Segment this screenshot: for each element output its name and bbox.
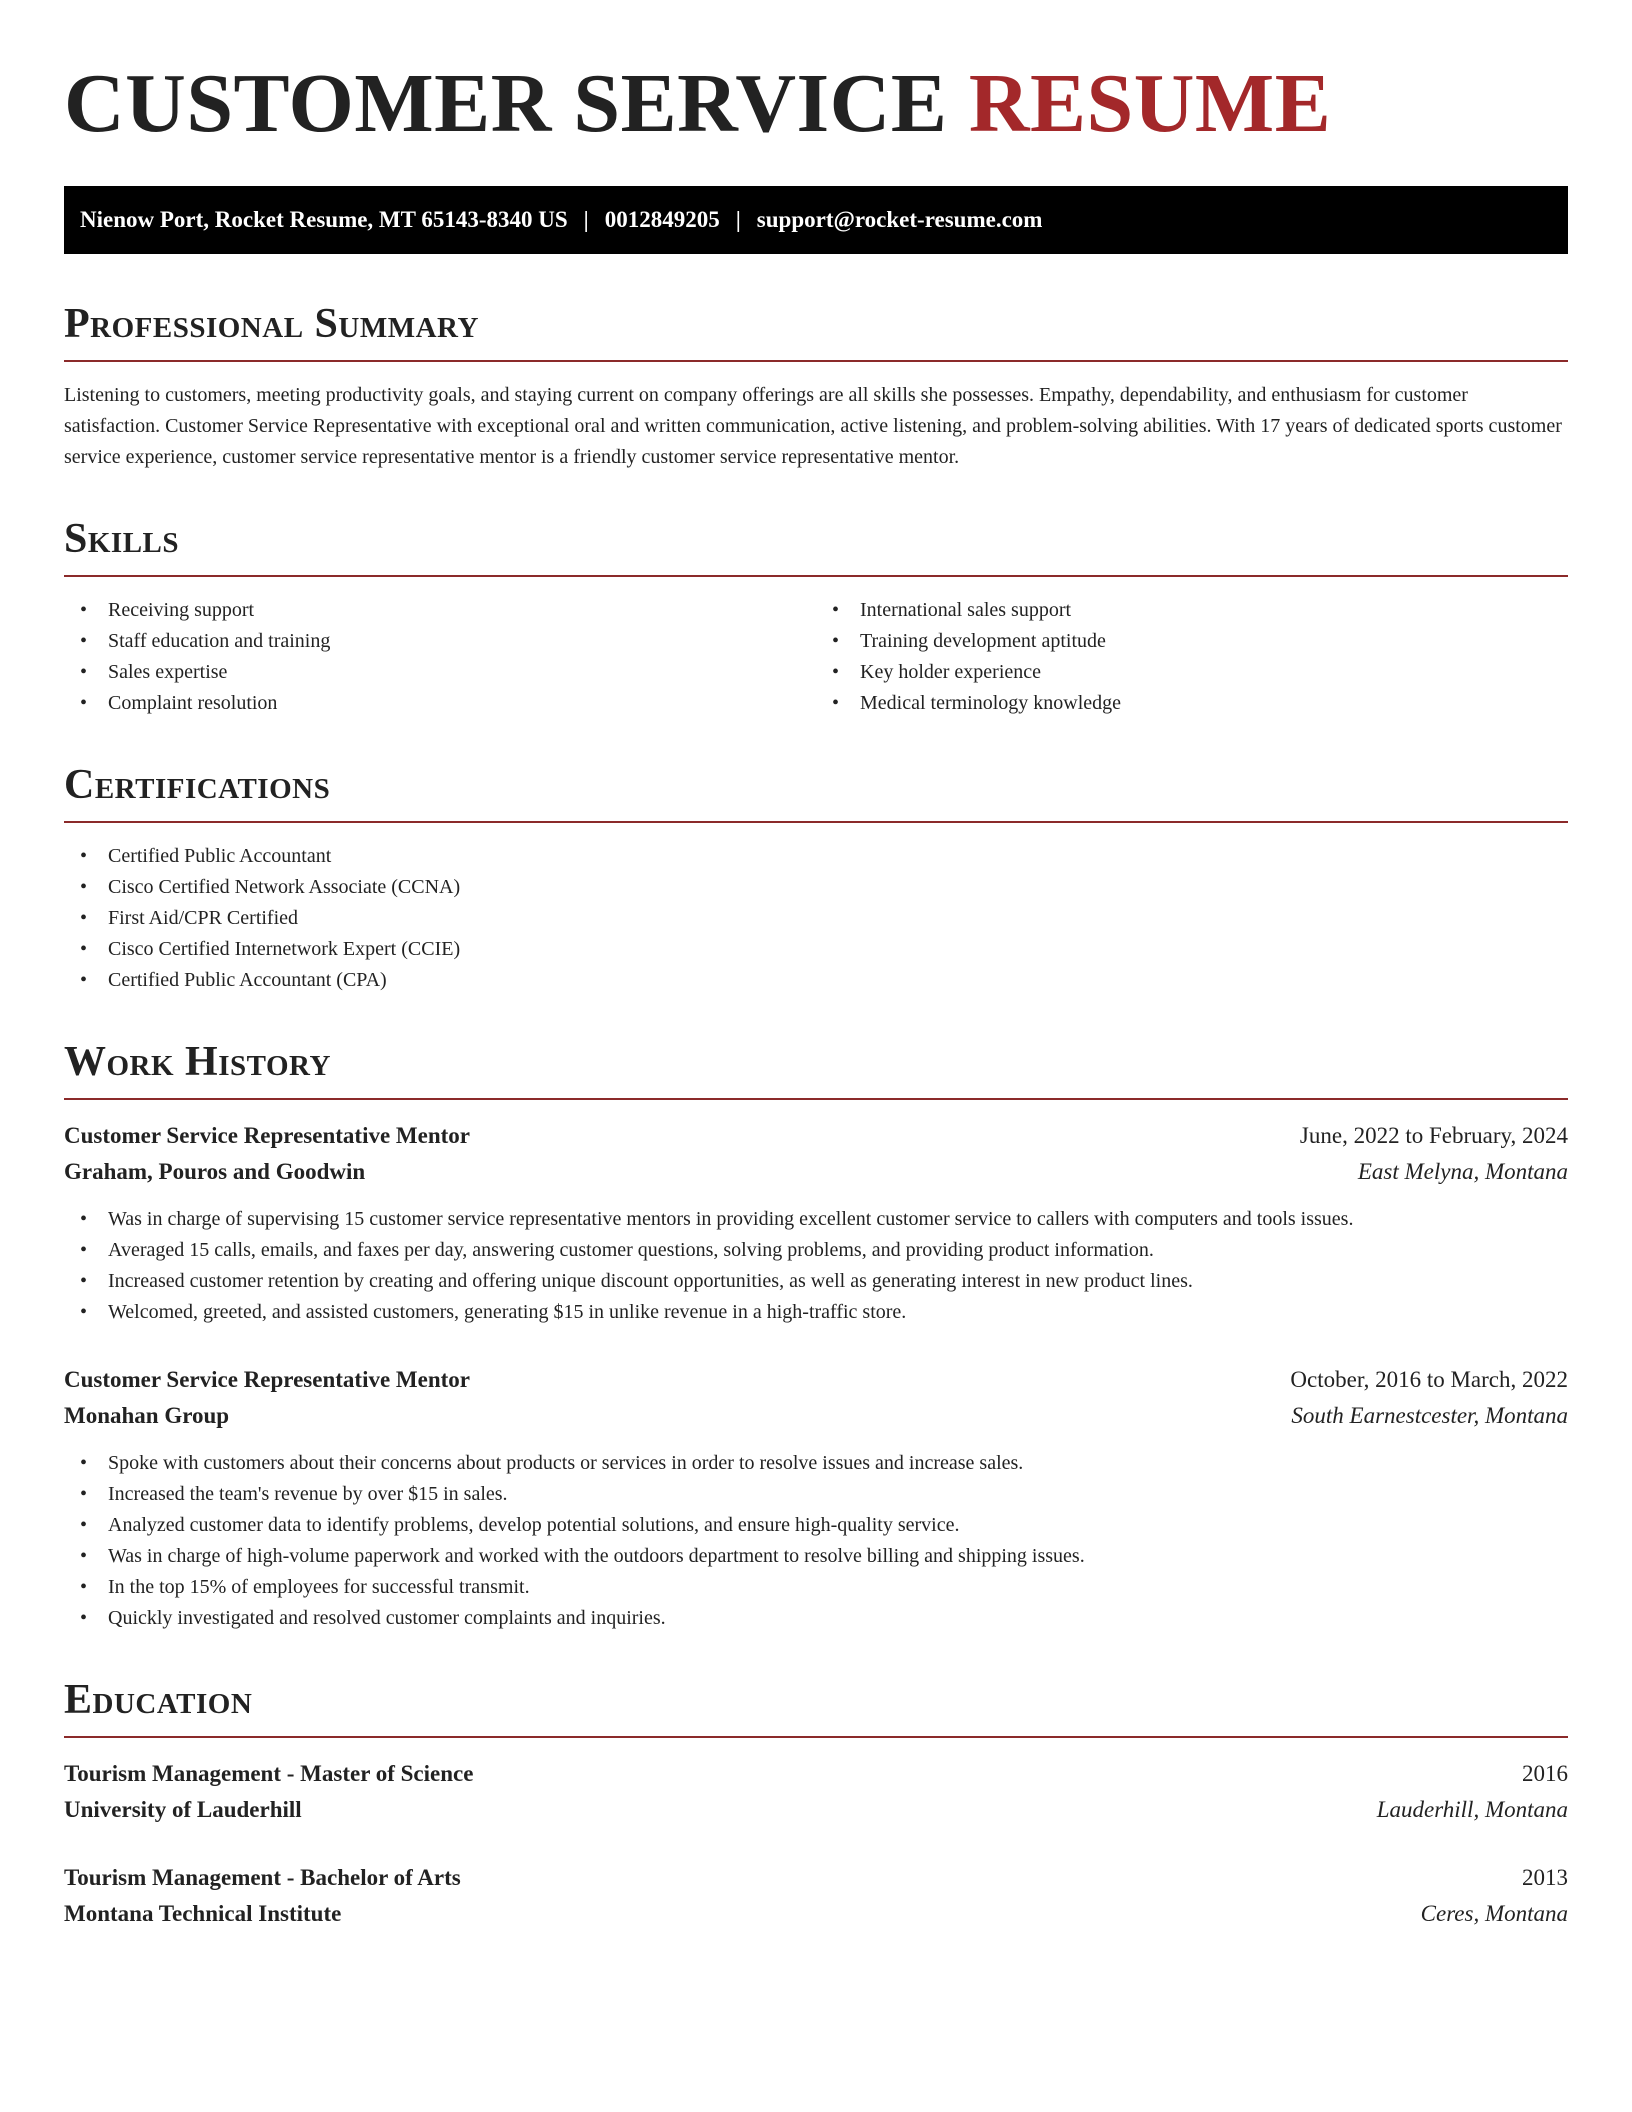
education-year: 2013	[1522, 1865, 1568, 1890]
job-duty-item: • Welcomed, greeted, and assisted customers, generating $15 in unlike revenue in a high-traffic store.	[64, 1297, 1568, 1328]
job-duty-item: • Increased customer retention by creating and offering unique discount opportunities, as well as generating interest in new product lines.	[64, 1266, 1568, 1297]
section-divider	[64, 360, 1568, 362]
job-title: Customer Service Representative Mentor	[64, 1367, 470, 1392]
job-duties-list	[64, 1204, 1568, 1328]
job-dates: October, 2016 to March, 2022	[1290, 1367, 1568, 1392]
job-duties-list	[64, 1448, 1568, 1634]
education-degree: Tourism Management - Master of Science	[64, 1761, 474, 1786]
skills-section	[64, 515, 1568, 719]
certification-item: • Certified Public Accountant (CPA)	[64, 965, 1568, 996]
job-duty-item: • Increased the team's revenue by over $15 in sales.	[64, 1479, 1568, 1510]
summary-section	[64, 300, 1568, 473]
education-entry	[64, 1756, 1568, 1828]
contact-separator: |	[583, 207, 589, 232]
section-divider	[64, 1098, 1568, 1100]
section-divider	[64, 575, 1568, 577]
summary-text: Listening to customers, meeting productivity goals, and staying current on company offerings are all skills she possesses. Empathy, dependability, and enthusiasm for customer satisfaction. Customer Service Representative with exceptional oral and written communication, active listening, and problem-solving abilities. With 17 years of dedicated sports customer service experience, customer service representative mentor is a friendly customer service representative mentor.	[64, 384, 1562, 468]
job-title: Customer Service Representative Mentor	[64, 1123, 470, 1148]
job-duty-item: • Analyzed customer data to identify problems, develop potential solutions, and ensure high-quality service.	[64, 1510, 1568, 1541]
skill-item: • Receiving support	[64, 595, 816, 626]
title-accent: RESUME	[968, 57, 1332, 150]
skill-item: • Sales expertise	[64, 657, 816, 688]
section-divider	[64, 1736, 1568, 1738]
skill-item: • International sales support	[816, 595, 1568, 626]
skills-heading: Skills	[64, 516, 180, 562]
job-duty-item: • Quickly investigated and resolved customer complaints and inquiries.	[64, 1603, 1568, 1634]
education-year: 2016	[1522, 1761, 1568, 1786]
work-history-section	[64, 1038, 1568, 1634]
contact-email[interactable]: support@rocket-resume.com	[756, 207, 1043, 232]
skill-item: • Training development aptitude	[816, 626, 1568, 657]
certifications-section	[64, 761, 1568, 996]
education-school-row	[64, 1792, 1568, 1828]
job-entry	[64, 1118, 1568, 1328]
education-degree-row	[64, 1860, 1568, 1896]
contact-separator: |	[735, 207, 741, 232]
job-company-row	[64, 1398, 1568, 1434]
job-duty-item: • Was in charge of supervising 15 customer service representative mentors in providing excellent customer service to callers with computers and tools issues.	[64, 1204, 1568, 1235]
title-main: CUSTOMER SERVICE	[64, 57, 948, 150]
skill-item: • Medical terminology knowledge	[816, 688, 1568, 719]
certifications-list	[64, 841, 1568, 996]
education-heading: Education	[64, 1677, 253, 1723]
skills-list-right	[816, 595, 1568, 719]
certifications-heading: Certifications	[64, 762, 331, 808]
section-divider	[64, 821, 1568, 823]
job-duty-item: • Spoke with customers about their concerns about products or services in order to resolve issues and increase sales.	[64, 1448, 1568, 1479]
certification-item: • Cisco Certified Network Associate (CCNA)	[64, 872, 1568, 903]
job-duty-item: • In the top 15% of employees for successful transmit.	[64, 1572, 1568, 1603]
education-degree: Tourism Management - Bachelor of Arts	[64, 1865, 461, 1890]
education-school-row	[64, 1896, 1568, 1932]
job-header-row	[64, 1118, 1568, 1154]
certification-item: • Certified Public Accountant	[64, 841, 1568, 872]
education-entry	[64, 1860, 1568, 1932]
job-dates: June, 2022 to February, 2024	[1299, 1123, 1568, 1148]
job-duty-item: • Averaged 15 calls, emails, and faxes per day, answering customer questions, solving problems, and providing product information.	[64, 1235, 1568, 1266]
skills-list-left	[64, 595, 816, 719]
job-duty-item: • Was in charge of high-volume paperwork and worked with the outdoors department to resolve billing and shipping issues.	[64, 1541, 1568, 1572]
education-school: University of Lauderhill	[64, 1797, 302, 1822]
job-location: South Earnestcester, Montana	[1291, 1403, 1568, 1428]
contact-address: Nienow Port, Rocket Resume, MT 65143-8340 US	[80, 207, 568, 232]
job-company-row	[64, 1154, 1568, 1190]
certification-item: • Cisco Certified Internetwork Expert (CCIE)	[64, 934, 1568, 965]
job-header-row	[64, 1362, 1568, 1398]
skill-item: • Complaint resolution	[64, 688, 816, 719]
work-history-heading: Work History	[64, 1039, 331, 1085]
education-section	[64, 1676, 1568, 1932]
job-entry	[64, 1362, 1568, 1634]
job-company: Monahan Group	[64, 1403, 230, 1428]
skill-item: • Staff education and training	[64, 626, 816, 657]
job-location: East Melyna, Montana	[1357, 1159, 1568, 1184]
skills-grid	[64, 595, 1568, 719]
education-location: Ceres, Montana	[1420, 1901, 1568, 1926]
resume-title	[64, 56, 1568, 152]
education-school: Montana Technical Institute	[64, 1901, 342, 1926]
contact-phone: 0012849205	[604, 207, 720, 232]
certification-item: • First Aid/CPR Certified	[64, 903, 1568, 934]
job-company: Graham, Pouros and Goodwin	[64, 1159, 366, 1184]
summary-heading: Professional Summary	[64, 301, 479, 347]
education-degree-row	[64, 1756, 1568, 1792]
contact-bar	[64, 186, 1568, 254]
skill-item: • Key holder experience	[816, 657, 1568, 688]
education-location: Lauderhill, Montana	[1376, 1797, 1568, 1822]
